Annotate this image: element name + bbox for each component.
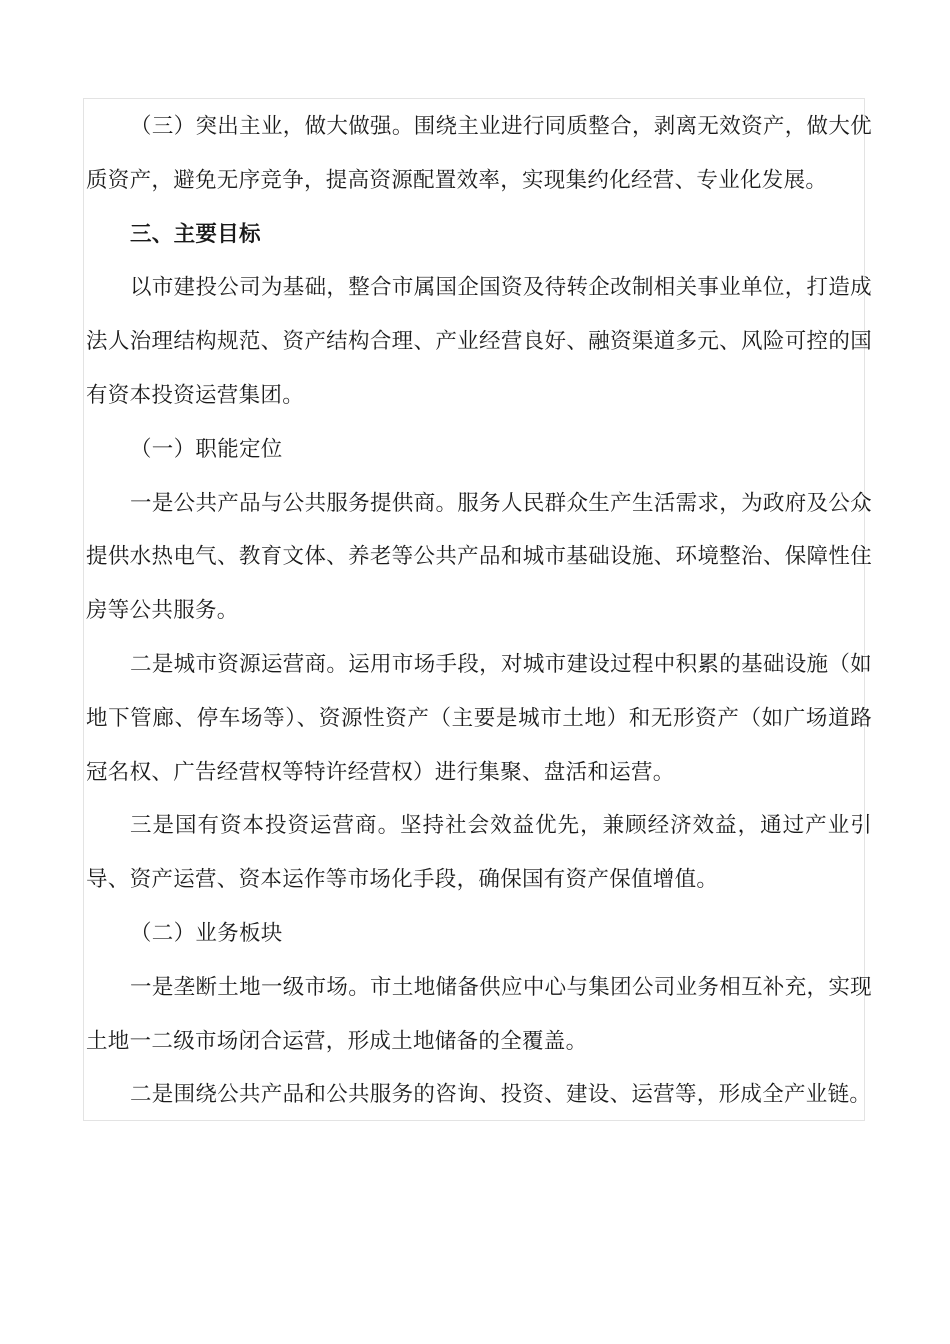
subheading-business-segments: （二）业务板块 <box>130 920 283 946</box>
paragraph-state-capital-operator: 三是国有资本投资运营商。坚持社会效益优先，兼顾经济效益，通过产业引导、资产运营、资本运作等市场化手段，确保国有资产保值增值。 <box>86 813 872 893</box>
subheading-function-positioning: （一）职能定位 <box>130 436 283 462</box>
section-heading-main-goals: 三、主要目标 <box>130 221 261 247</box>
paragraph-city-resource-operator: 二是城市资源运营商。运用市场手段，对城市建设过程中积累的基础设施（如地下管廊、停车场等）、资源性资产（主要是城市土地）和无形资产（如广场道路冠名权、广告经营权等特许经营权）进行集聚、盘活和运营。 <box>86 651 872 785</box>
paragraph-full-industry-chain: 二是围绕公共产品和公共服务的咨询、投资、建设、运营等，形成全产业链。 <box>130 1082 872 1108</box>
paragraph-focus-main-business: （三）突出主业，做大做强。围绕主业进行同质整合，剥离无效资产，做大优质资产，避免无序竞争，提高资源配置效率，实现集约化经营、专业化发展。 <box>86 114 872 193</box>
paragraph-public-service-provider: 一是公共产品与公共服务提供商。服务人民群众生产生活需求，为政府及公众提供水热电气、教育文体、养老等公共产品和城市基础设施、环境整治、保障性住房等公共服务。 <box>86 490 872 624</box>
paragraph-group-goal: 以市建投公司为基础，整合市属国企国资及待转企改制相关事业单位，打造成法人治理结构规范、资产结构合理、产业经营良好、融资渠道多元、风险可控的国有资本投资运营集团。 <box>86 275 872 408</box>
document-body <box>86 100 872 1122</box>
paragraph-land-primary-market: 一是垄断土地一级市场。市土地储备供应中心与集团公司业务相互补充，实现土地一二级市场闭合运营，形成土地储备的全覆盖。 <box>86 974 872 1054</box>
